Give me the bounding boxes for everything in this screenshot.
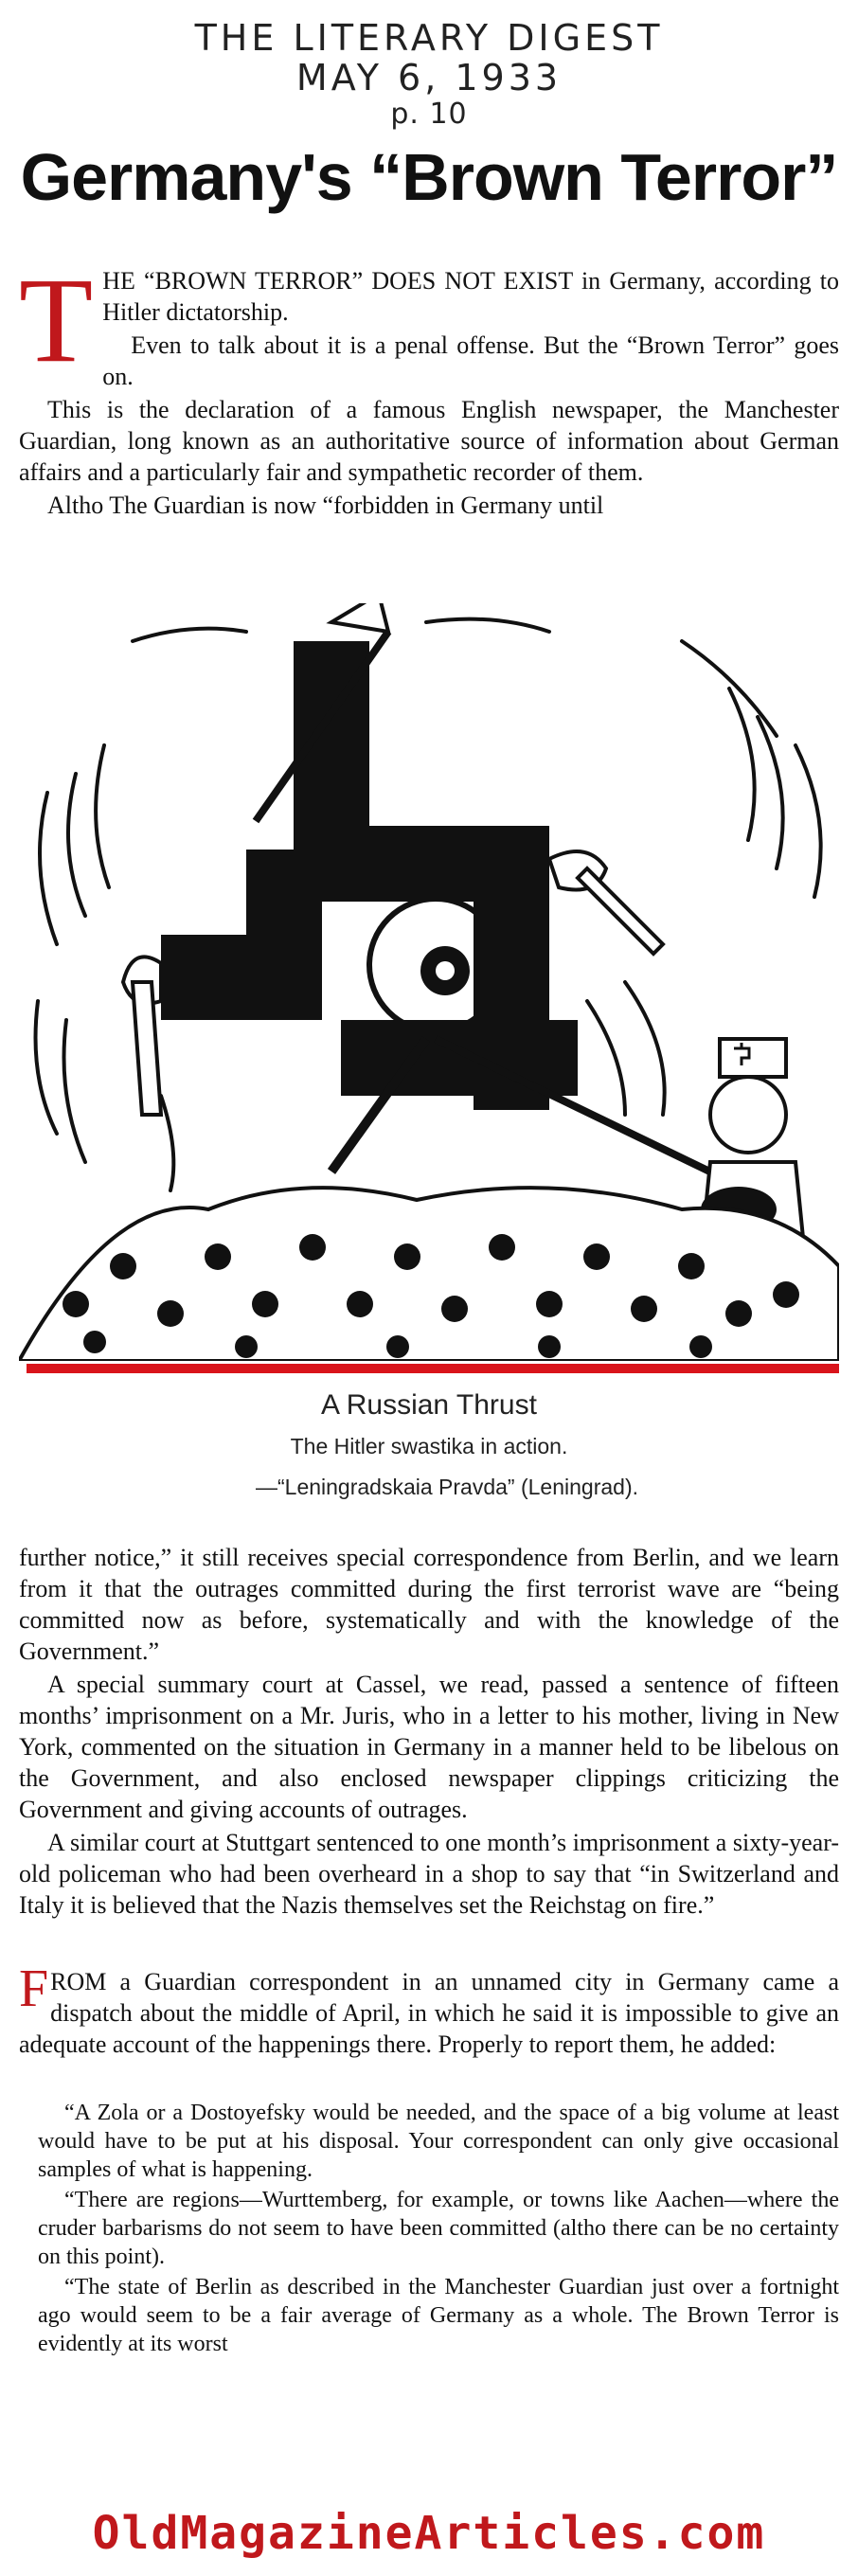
caption-divider	[27, 1364, 839, 1373]
caption-subtitle: The Hitler swastika in action.	[290, 1434, 568, 1458]
paragraph-5: further notice,” it still receives special correspondence from Berlin, and we learn from it that the outrages committed during the first terrorist wave are “being committed now as before, systematically and with the knowledge of the Government.”	[19, 1544, 839, 1665]
paragraph-8: ROM a Guardian correspondent in an unnamed city in Germany came a dispatch about the middle of April, in which he said it is impossible to give an adequate account of the happenings there. Properly to report them, he added:	[19, 1968, 839, 2058]
paragraph-2: Even to talk about it is a penal offense. But the “Brown Terror” goes on.	[102, 331, 839, 390]
quote-paragraph-2: “There are regions—Wurttemberg, for example, or towns like Aachen—where the cruder barbarisms do not seem to have been committed (altho there can be no certainty on this point).	[38, 2188, 839, 2269]
paragraph-3: This is the declaration of a famous English newspaper, the Manchester Guardian, long known as an authoritative source of information about German affairs and a particularly fair and sympathetic recorder of them.	[19, 396, 839, 486]
drop-cap-t: T	[19, 253, 94, 387]
drop-cap-f: F	[19, 1959, 49, 2018]
article-section-3	[19, 1959, 839, 2062]
article-section-2	[19, 1542, 839, 1923]
masthead-date: MAY 6, 1933	[295, 57, 563, 98]
quote-paragraph-1: “A Zola or a Dostoyefsky would be needed, and the space of a big volume at least would have to be put at his disposal. Your correspondent can only give occasional samples of what is happening.	[38, 2101, 839, 2182]
paragraph-4: Altho The Guardian is now “forbidden in Germany until	[47, 492, 604, 519]
article-section-1	[19, 253, 839, 523]
block-quote	[38, 2099, 839, 2360]
site-watermark: OldMagazineArticles.com	[92, 2507, 766, 2560]
masthead-publication: THE LITERARY DIGEST	[194, 17, 664, 59]
caption-source: —“Leningradskaia Pravda” (Leningrad).	[256, 1475, 638, 1499]
paragraph-6: A special summary court at Cassel, we read, passed a sentence of fifteen months’ imprisonment on a Mr. Juris, who in a letter to his mother, living in New York, commented on the situation in Germany in a manner held to be libelous on the Government, and also enclosed newspaper clippings criticizing the Government and giving accounts of outrages.	[19, 1671, 839, 1823]
masthead-page: p. 10	[390, 98, 468, 131]
headline: Germany's “Brown Terror”	[20, 140, 838, 214]
paragraph-7: A similar court at Stuttgart sentenced to one month’s imprisonment a sixty-year-old policeman who had been overheard in a shop to say that “in Switzerland and Italy it is believed that the Nazis themselves set the Reichstag on fire.”	[19, 1829, 839, 1919]
swastika-cartoon-illustration	[19, 603, 839, 1361]
quote-paragraph-3: “The state of Berlin as described in the Manchester Guardian just over a fortnight ago would seem to be a fair average of Germany as a whole. The Brown Terror is evidently at its worst	[38, 2275, 839, 2356]
caption-title: A Russian Thrust	[321, 1389, 537, 1421]
paragraph-1: HE “BROWN TERROR” DOES NOT EXIST in Germany, according to Hitler dictatorship.	[102, 267, 839, 326]
